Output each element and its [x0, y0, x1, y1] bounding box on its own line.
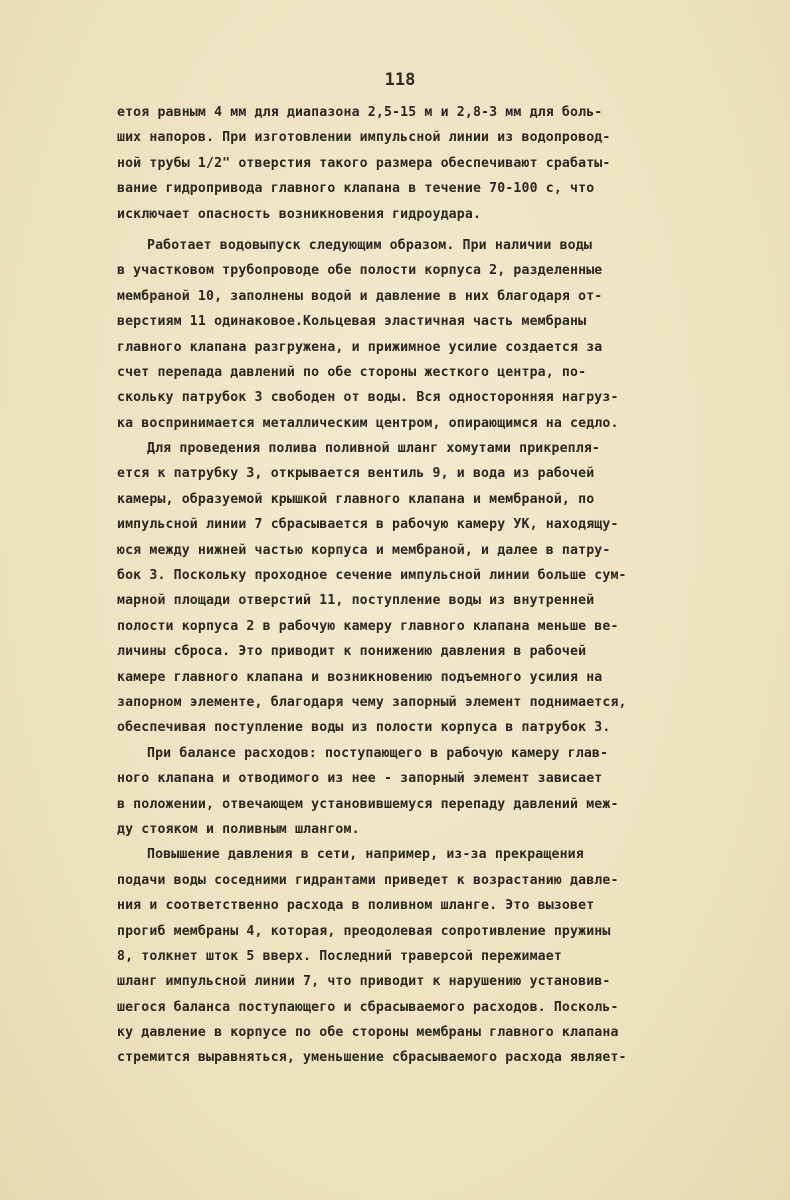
text-line: обеспечивая поступление воды из полости корпуса в патрубок 3.	[117, 720, 611, 736]
text-line: камеры, образуемой крышкой главного клапана и мембраной, по	[117, 491, 595, 507]
text-line: импульсной линии 7 сбрасывается в рабочую камеру УК, находящу-	[117, 517, 619, 533]
text-line: шегося баланса поступающего и сбрасываемого расходов. Посколь-	[117, 999, 619, 1015]
text-line: мембраной 10, заполнены водой и давление в них благодаря от-	[117, 288, 603, 304]
page-number: 118	[384, 70, 416, 90]
text-line: ших напоров. При изготовлении импульсной линии из водопровод-	[117, 130, 611, 146]
text-line: счет перепада давлений по обе стороны жесткого центра, по-	[117, 364, 587, 380]
text-line: шланг импульсной линии 7, что приводит к нарушению установив-	[117, 974, 611, 990]
text-line: камере главного клапана и возникновению подъемного усилия на	[117, 669, 603, 685]
text-line: ка воспринимается металлическим центром, опирающимся на седло.	[117, 415, 619, 431]
text-line: в участковом трубопроводе обе полости корпуса 2, разделенные	[117, 263, 603, 279]
text-line: вание гидропривода главного клапана в течение 70-100 с, что	[117, 181, 595, 197]
text-line: Работает водовыпуск следующим образом. При наличии воды	[147, 237, 592, 253]
text-line: прогиб мембраны 4, которая, преодолевая сопротивление пружины	[117, 923, 611, 939]
text-line: Повышение давления в сети, например, из-за прекращения	[147, 847, 584, 863]
text-line: ной трубы 1/2" отверстия такого размера обеспечивают срабаты-	[117, 155, 611, 171]
text-line: етоя равным 4 мм для диапазона 2,5-15 м и 2,8-3 мм для боль-	[117, 105, 603, 120]
text-line: юся между нижней частью корпуса и мембраной, и далее в патру-	[117, 542, 611, 558]
text-line: личины сброса. Это приводит к понижению давления в рабочей	[117, 644, 587, 660]
text-line: ния и соответственно расхода в поливном шланге. Это вызовет	[117, 898, 595, 914]
text-line: При балансе расходов: поступающего в рабочую камеру глав-	[147, 745, 609, 761]
text-line: верстиям 11 одинаковое.Кольцевая эластичная часть мембраны	[117, 314, 587, 330]
text-line: ку давление в корпусе по обе стороны мембраны главного клапана	[117, 1025, 619, 1041]
text-line: ду стояком и поливным шлангом.	[117, 821, 360, 837]
text-line: марной площади отверстий 11, поступление воды из внутренней	[117, 593, 595, 609]
text-line: исключает опасность возникновения гидроудара.	[117, 206, 482, 222]
text-line: ется к патрубку 3, открывается вентиль 9, и вода из рабочей	[117, 466, 595, 482]
text-line: подачи воды соседними гидрантами приведет к возрастанию давле-	[117, 872, 619, 888]
text-line: бок 3. Поскольку проходное сечение импульсной линии больше сум-	[117, 568, 627, 584]
text-line: Для проведения полива поливной шланг хомутами прикрепля-	[147, 441, 601, 457]
text-line: запорном элементе, благодаря чему запорный элемент поднимается,	[117, 694, 627, 710]
text-line: 8, толкнет шток 5 вверх. Последний траверсой пережимает	[117, 948, 562, 964]
text-line: ного клапана и отводимого из нее - запорный элемент зависает	[117, 771, 603, 787]
body-text	[117, 100, 737, 1071]
text-line: в положении, отвечающем установившемуся перепаду давлений меж-	[117, 796, 619, 812]
text-line: скольку патрубок 3 свободен от воды. Вся односторонняя нагруз-	[117, 390, 619, 406]
text-line: главного клапана разгружена, и прижимное усилие создается за	[117, 339, 603, 355]
text-line: полости корпуса 2 в рабочую камеру главного клапана меньше ве-	[117, 618, 619, 634]
text-line: стремится выравняться, уменьшение сбрасываемого расхода являет-	[117, 1050, 627, 1066]
